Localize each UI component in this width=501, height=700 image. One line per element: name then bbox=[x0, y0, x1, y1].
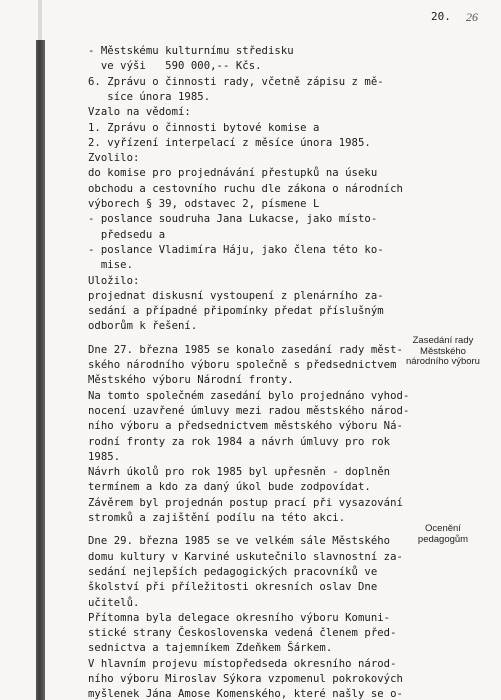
text-line: Uložilo: bbox=[88, 274, 140, 287]
text-line: Městského výboru Národní fronty. bbox=[88, 374, 294, 387]
text-line: ve výši 590 000,-- Kčs. bbox=[88, 60, 262, 73]
text-line: do komise pro projednávání přestupků na úseku bbox=[88, 167, 378, 180]
text-line: myšlenek Jána Amose Komenského, které našly se o- bbox=[88, 688, 403, 700]
text-line: Dne 27. března 1985 se konalo zasedání rady měst- bbox=[88, 343, 403, 356]
text-line: 2. vyřízení interpelací z měsíce února 1985. bbox=[88, 136, 371, 149]
text-line: Zvolilo: bbox=[88, 152, 140, 165]
text-line: ského národního výboru společně s předsednictvem bbox=[88, 359, 397, 371]
text-line: sednictva a tajemníkem Zdeňkem Šárkem. bbox=[88, 642, 333, 655]
text-line: projednat diskusní vystoupení z plenárního za- bbox=[88, 289, 384, 302]
text-line: termínem a kdo za daný úkol bude zodpovídat. bbox=[88, 481, 371, 494]
page-number-typed: 20. bbox=[431, 10, 451, 23]
margin-note-council-meeting: Zasedání rady Městského národního výboru bbox=[406, 335, 480, 367]
text-line: výborech § 39, odstavec 2, písmene L bbox=[88, 198, 320, 210]
text-line: - Městskému kulturnímu středisku bbox=[88, 45, 294, 57]
text-line: ního výboru Miroslav Sýkora vzpomenul pokrokových bbox=[88, 673, 403, 685]
text-line: nocení uzavřené úmluvy mezi radou městského národ- bbox=[88, 404, 410, 417]
text-line: školství při příležitosti okresních oslav Dne bbox=[88, 581, 378, 594]
page-number-handwritten: 26 bbox=[466, 10, 478, 24]
text-line: 1985. bbox=[88, 450, 121, 463]
text-line: stické strany Československa vedená členem před- bbox=[88, 627, 397, 640]
margin-note-teachers-honoured: Ocenění pedagogům bbox=[417, 523, 469, 545]
text-line: ního výboru a předsednictvem městského výboru Ná- bbox=[88, 420, 403, 433]
text-line: Závěrem byl projednán postup prací při vysazování bbox=[88, 496, 403, 509]
text-line: předsedu a bbox=[88, 228, 166, 241]
text-line: mise. bbox=[88, 259, 133, 272]
text-line: Vzalo na vědomí: bbox=[88, 106, 191, 119]
text-line: Dne 29. března 1985 se ve velkém sále Městského bbox=[88, 535, 391, 548]
text-line: sedání a případné připomínky předat příslušným bbox=[88, 305, 384, 318]
text-line: Na tomto společném zasedání bylo projednáno vyhod- bbox=[88, 389, 410, 402]
text-line: - poslance soudruha Jana Lukacse, jako místo- bbox=[88, 213, 378, 226]
text-line: Přítomna byla delegace okresního výboru Komuni- bbox=[88, 611, 391, 624]
text-line: obchodu a cestovního ruchu dle zákona o národních bbox=[88, 182, 403, 195]
text-line: 6. Zprávu o činnosti rady, včetně zápisu z mě- bbox=[88, 75, 384, 88]
binding-edge bbox=[36, 40, 45, 700]
text-line: učitelů. bbox=[88, 596, 140, 609]
text-line: odborům k řešení. bbox=[88, 320, 198, 333]
text-line: domu kultury v Karviné uskutečnilo slavnostní za- bbox=[88, 550, 403, 563]
text-line: stromků a zajištění podílu na této akci. bbox=[88, 512, 346, 524]
binding-shadow-top bbox=[38, 0, 42, 40]
text-line: rodní fronty za rok 1984 a návrh úmluvy pro rok bbox=[88, 435, 391, 448]
text-line: sedání nejlepších pedagogických pracovníků ve bbox=[88, 565, 378, 578]
text-line: síce února 1985. bbox=[88, 90, 211, 103]
text-line: 1. Zprávu o činnosti bytové komise a bbox=[88, 121, 320, 134]
text-line: Návrh úkolů pro rok 1985 byl upřesněn - doplněn bbox=[88, 466, 391, 479]
text-line: - poslance Vladimíra Háju, jako člena této ko- bbox=[88, 243, 384, 256]
text-line: V hlavním projevu místopředseda okresního národ- bbox=[88, 657, 397, 670]
